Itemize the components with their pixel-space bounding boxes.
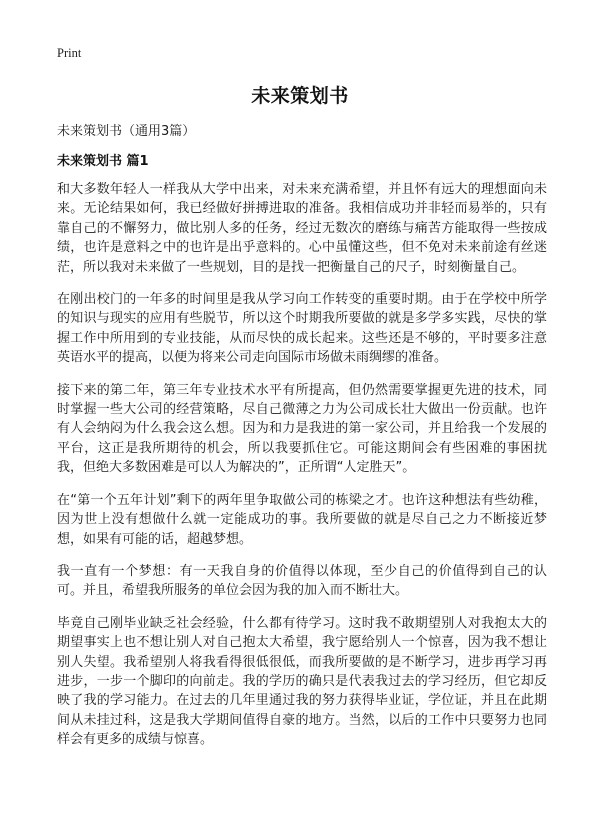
paragraph-4: 在“第一个五年计划”剩下的两年里争取做公司的栋梁之才。也许这种想法有些幼稚，因为世上没有想做什么就一定能成功的事。我所要做的就是尽自己之力不断接近梦想，如果有可能的话，超越梦想。 [57, 492, 547, 547]
paragraph-6: 毕竟自己刚毕业缺乏社会经验，什么都有待学习。这时我不敢期望别人对我抱太大的期望事实上也不想让别人对自己抱太大希望，我宁愿给别人一个惊喜，因为我不想让别人失望。我希望别人将我看得很低很低，而我所要做的是不断学习，进步再学习再进步，一步一个脚印的向前走。我的学历的确只是代表我过去的学习经历，但它却反映了我的学习能力。在过去的几年里通过我的努力获得毕业证，学位证，并且在此期间从未挂过科，这是我大学期间值得自豪的地方。当然，以后的工作中只要努力也同样会有更多的成绩与惊喜。 [57, 615, 547, 748]
paragraph-1: 和大多数年轻人一样我从大学中出来，对未来充满希望，并且怀有远大的理想面向未来。无论结果如何，我已经做好拼搏进取的准备。我相信成功并非轻而易举的，只有靠自己的不懈努力，做比别人多的任务，经过无数次的磨练与痛苦方能取得一些按成绩，也许是意料之中的也许是出乎意料的。心中虽懂这些，但不免对未来前途有丝迷茫，所以我对未来做了一些规划，目的是找一把衡量自己的尺子，时刻衡量自己。 [57, 182, 547, 275]
document-title: 未来策划书 [251, 85, 349, 107]
print-link[interactable]: Print [57, 46, 82, 60]
paragraph-2: 在刚出校门的一年多的时间里是我从学习向工作转变的重要时期。由于在学校中所学的知识与现实的应用有些脱节，所以这个时期我所要做的就是多学多实践，尽快的掌握工作中所用到的专业技能，从而尽快的成长起来。这些还是不够的，平时要多注意英语水平的提高，以便为将来公司走向国际市场做未雨绸缪的准备。 [57, 292, 547, 366]
document-subtitle: 未来策划书（通用3篇） [57, 124, 196, 139]
paragraph-3: 接下来的第二年，第三年专业技术水平有所提高，但仍然需要掌握更先进的技术，同时掌握一些大公司的经营策略，尽自己微薄之力为公司成长壮大做出一份贡献。也许有人会纳闷为什么我会这么想。因为和力是我进的第一家公司，并且给我一个发展的平台，这正是我所期待的机会，所以我要抓住它。可能这期间会有些困难的事困扰我，但绝大多数困难是可以人为解决的”，正所谓“人定胜天”。 [57, 382, 547, 476]
document-body [57, 180, 547, 763]
paragraph-5: 我一直有一个梦想：有一天我自身的价值得以体现，至少自己的价值得到自己的认可。并且，希望我所服务的单位会因为我的加入而不断壮大。 [57, 563, 547, 599]
section-heading: 未来策划书 篇1 [57, 154, 149, 169]
